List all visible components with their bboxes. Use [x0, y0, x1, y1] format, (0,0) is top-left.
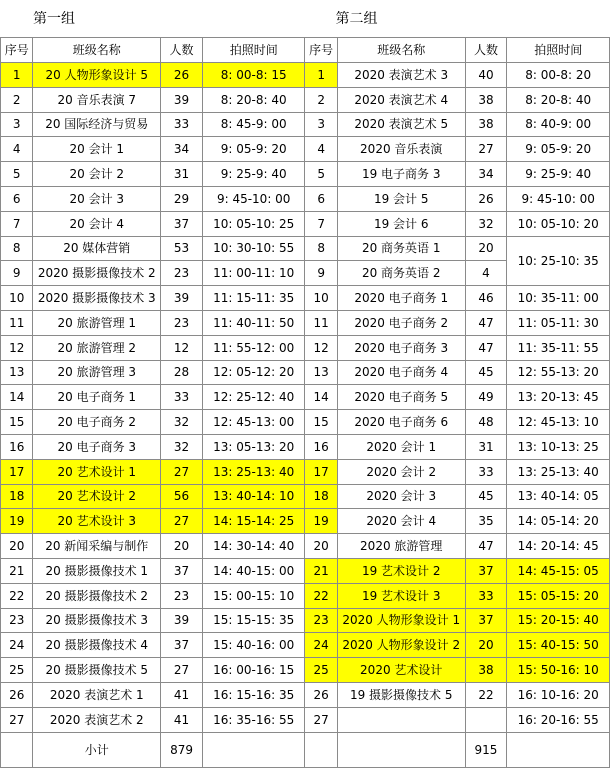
g2-class-name: 2020 电子商务 3: [337, 335, 465, 360]
g1-student-count: 33: [161, 385, 203, 410]
g1-row-number: 24: [1, 633, 33, 658]
g1-photo-time: 13: 25-13: 40: [202, 459, 305, 484]
g2-photo-time: 13: 10-13: 25: [507, 434, 610, 459]
g1-student-count: 23: [161, 310, 203, 335]
g1-student-count: 56: [161, 484, 203, 509]
g1-photo-time: 10: 30-10: 55: [202, 236, 305, 261]
g2-photo-time: 16: 10-16: 20: [507, 682, 610, 707]
g2-row-number: 10: [305, 286, 337, 311]
g2-photo-time: 12: 55-13: 20: [507, 360, 610, 385]
g2-row-number: 4: [305, 137, 337, 162]
table-row: [1, 385, 610, 410]
header-count: 人数: [465, 38, 507, 63]
g2-row-number: 23: [305, 608, 337, 633]
g1-class-name: 20 会计 3: [33, 186, 161, 211]
g1-student-count: 32: [161, 434, 203, 459]
g2-student-count: 47: [465, 335, 507, 360]
table-row: [1, 583, 610, 608]
g1-photo-time: 8: 20-8: 40: [202, 87, 305, 112]
g1-class-name: 20 会计 1: [33, 137, 161, 162]
g2-class-name: 2020 会计 4: [337, 509, 465, 534]
table-row: [1, 534, 610, 559]
table-row: [1, 459, 610, 484]
g1-student-count: 32: [161, 410, 203, 435]
g1-student-count: 27: [161, 658, 203, 683]
g2-row-number: 17: [305, 459, 337, 484]
table-row: [1, 63, 610, 88]
header-time: 拍照时间: [507, 38, 610, 63]
g2-student-count: 38: [465, 112, 507, 137]
g2-photo-time: 10: 05-10: 20: [507, 211, 610, 236]
g1-photo-time: 10: 05-10: 25: [202, 211, 305, 236]
g1-student-count: 37: [161, 633, 203, 658]
g2-class-name: 2020 旅游管理: [337, 534, 465, 559]
g2-photo-time: 16: 20-16: 55: [507, 707, 610, 732]
table-row: [1, 558, 610, 583]
header-count: 人数: [161, 38, 203, 63]
g1-subtotal: 879: [161, 732, 203, 767]
g1-class-name: 20 旅游管理 2: [33, 335, 161, 360]
empty-cell: [507, 732, 610, 767]
table-row: [1, 137, 610, 162]
g2-student-count: 26: [465, 186, 507, 211]
header-class: 班级名称: [337, 38, 465, 63]
g2-row-number: 25: [305, 658, 337, 683]
g1-row-number: 6: [1, 186, 33, 211]
g2-row-number: 19: [305, 509, 337, 534]
g2-student-count: 20: [465, 236, 507, 261]
g2-student-count: 31: [465, 434, 507, 459]
g1-photo-time: 14: 40-15: 00: [202, 558, 305, 583]
header-time: 拍照时间: [202, 38, 305, 63]
g2-row-number: 1: [305, 63, 337, 88]
g2-photo-time: 14: 20-14: 45: [507, 534, 610, 559]
g1-class-name: 20 摄影摄像技术 3: [33, 608, 161, 633]
g2-class-name: 2020 会计 2: [337, 459, 465, 484]
table-row: [1, 707, 610, 732]
g2-class-name: 19 会计 5: [337, 186, 465, 211]
g2-photo-time: 15: 20-15: 40: [507, 608, 610, 633]
g2-row-number: 18: [305, 484, 337, 509]
g1-class-name: 20 艺术设计 3: [33, 509, 161, 534]
g1-student-count: 33: [161, 112, 203, 137]
g2-subtotal: 915: [465, 732, 507, 767]
g2-photo-time: 15: 50-16: 10: [507, 658, 610, 683]
g2-row-number: 7: [305, 211, 337, 236]
title-row: [1, 1, 610, 38]
g1-student-count: 34: [161, 137, 203, 162]
g2-row-number: 12: [305, 335, 337, 360]
g2-row-number: 5: [305, 162, 337, 187]
g1-class-name: 20 摄影摄像技术 5: [33, 658, 161, 683]
g2-class-name: 2020 会计 3: [337, 484, 465, 509]
g1-row-number: 9: [1, 261, 33, 286]
g1-row-number: 27: [1, 707, 33, 732]
g2-photo-time: 9: 25-9: 40: [507, 162, 610, 187]
g2-row-number: 2: [305, 87, 337, 112]
g1-photo-time: 11: 00-11: 10: [202, 261, 305, 286]
header-no: 序号: [1, 38, 33, 63]
g2-student-count: 22: [465, 682, 507, 707]
g1-student-count: 53: [161, 236, 203, 261]
table-row: [1, 236, 610, 261]
g2-student-count: 37: [465, 558, 507, 583]
g2-class-name: 2020 表演艺术 3: [337, 63, 465, 88]
g2-photo-time: 10: 25-10: 35: [507, 236, 610, 286]
g2-row-number: 26: [305, 682, 337, 707]
g2-class-name: 2020 电子商务 5: [337, 385, 465, 410]
table-row: [1, 509, 610, 534]
g1-photo-time: 9: 05-9: 20: [202, 137, 305, 162]
g1-photo-time: 16: 35-16: 55: [202, 707, 305, 732]
g2-class-name: 19 会计 6: [337, 211, 465, 236]
g1-class-name: 2020 摄影摄像技术 3: [33, 286, 161, 311]
g1-student-count: 37: [161, 211, 203, 236]
g1-photo-time: 11: 55-12: 00: [202, 335, 305, 360]
g2-photo-time: 13: 20-13: 45: [507, 385, 610, 410]
table-row: [1, 162, 610, 187]
g2-row-number: 6: [305, 186, 337, 211]
g1-student-count: 29: [161, 186, 203, 211]
empty-cell: [1, 732, 33, 767]
g1-student-count: 37: [161, 558, 203, 583]
table-row: [1, 633, 610, 658]
g1-row-number: 10: [1, 286, 33, 311]
empty-cell: [305, 732, 337, 767]
g1-row-number: 15: [1, 410, 33, 435]
g2-row-number: 16: [305, 434, 337, 459]
g1-row-number: 26: [1, 682, 33, 707]
g1-student-count: 20: [161, 534, 203, 559]
table-row: [1, 608, 610, 633]
g1-row-number: 11: [1, 310, 33, 335]
g1-class-name: 20 电子商务 1: [33, 385, 161, 410]
g1-row-number: 17: [1, 459, 33, 484]
g1-row-number: 25: [1, 658, 33, 683]
g1-class-name: 2020 表演艺术 1: [33, 682, 161, 707]
table-row: [1, 211, 610, 236]
g1-photo-time: 12: 45-13: 00: [202, 410, 305, 435]
g1-class-name: 20 摄影摄像技术 2: [33, 583, 161, 608]
g2-class-name: 2020 表演艺术 4: [337, 87, 465, 112]
table-row: [1, 310, 610, 335]
g2-row-number: 22: [305, 583, 337, 608]
g2-class-name: 2020 电子商务 4: [337, 360, 465, 385]
g2-photo-time: 14: 05-14: 20: [507, 509, 610, 534]
table-row: [1, 434, 610, 459]
g1-photo-time: 12: 25-12: 40: [202, 385, 305, 410]
g2-class-name: 19 艺术设计 3: [337, 583, 465, 608]
g1-student-count: 12: [161, 335, 203, 360]
g1-row-number: 19: [1, 509, 33, 534]
g1-class-name: 20 新闻采编与制作: [33, 534, 161, 559]
g2-student-count: [465, 707, 507, 732]
g1-photo-time: 15: 40-16: 00: [202, 633, 305, 658]
g1-student-count: 23: [161, 583, 203, 608]
g1-photo-time: 11: 40-11: 50: [202, 310, 305, 335]
g1-row-number: 22: [1, 583, 33, 608]
g2-student-count: 49: [465, 385, 507, 410]
g1-photo-time: 9: 25-9: 40: [202, 162, 305, 187]
g2-class-name: 2020 表演艺术 5: [337, 112, 465, 137]
g2-student-count: 48: [465, 410, 507, 435]
g2-photo-time: 12: 45-13: 10: [507, 410, 610, 435]
g1-class-name: 20 电子商务 3: [33, 434, 161, 459]
g2-class-name: 19 艺术设计 2: [337, 558, 465, 583]
table-row: [1, 682, 610, 707]
g2-photo-time: 13: 25-13: 40: [507, 459, 610, 484]
g2-class-name: 19 摄影摄像技术 5: [337, 682, 465, 707]
g2-class-name: 20 商务英语 1: [337, 236, 465, 261]
g2-photo-time: 11: 05-11: 30: [507, 310, 610, 335]
g2-class-name: 19 电子商务 3: [337, 162, 465, 187]
g1-class-name: 20 艺术设计 2: [33, 484, 161, 509]
g2-student-count: 35: [465, 509, 507, 534]
g1-row-number: 8: [1, 236, 33, 261]
g1-student-count: 26: [161, 63, 203, 88]
group2-title: 第二组: [305, 1, 610, 38]
table-row: [1, 335, 610, 360]
g1-class-name: 20 会计 2: [33, 162, 161, 187]
subtotal-label: 小计: [33, 732, 161, 767]
g2-student-count: 46: [465, 286, 507, 311]
g1-photo-time: 11: 15-11: 35: [202, 286, 305, 311]
g2-class-name: 2020 人物形象设计 2: [337, 633, 465, 658]
empty-cell: [337, 732, 465, 767]
header-class: 班级名称: [33, 38, 161, 63]
g2-student-count: 40: [465, 63, 507, 88]
g2-class-name: 2020 电子商务 6: [337, 410, 465, 435]
g1-row-number: 2: [1, 87, 33, 112]
g1-class-name: 20 音乐表演 7: [33, 87, 161, 112]
g1-student-count: 39: [161, 608, 203, 633]
g2-class-name: 2020 音乐表演: [337, 137, 465, 162]
g1-row-number: 14: [1, 385, 33, 410]
g1-row-number: 16: [1, 434, 33, 459]
g1-row-number: 1: [1, 63, 33, 88]
g1-row-number: 12: [1, 335, 33, 360]
g1-student-count: 31: [161, 162, 203, 187]
g2-student-count: 47: [465, 310, 507, 335]
g1-row-number: 20: [1, 534, 33, 559]
g1-photo-time: 12: 05-12: 20: [202, 360, 305, 385]
g2-student-count: 4: [465, 261, 507, 286]
g2-row-number: 13: [305, 360, 337, 385]
header-no: 序号: [305, 38, 337, 63]
g1-row-number: 7: [1, 211, 33, 236]
g1-class-name: 2020 摄影摄像技术 2: [33, 261, 161, 286]
g2-student-count: 20: [465, 633, 507, 658]
g2-student-count: 34: [465, 162, 507, 187]
g1-student-count: 27: [161, 459, 203, 484]
g2-row-number: 21: [305, 558, 337, 583]
g1-student-count: 39: [161, 87, 203, 112]
g1-class-name: 20 会计 4: [33, 211, 161, 236]
g2-photo-time: 14: 45-15: 05: [507, 558, 610, 583]
g2-row-number: 3: [305, 112, 337, 137]
g1-photo-time: 13: 05-13: 20: [202, 434, 305, 459]
g2-photo-time: 8: 40-9: 00: [507, 112, 610, 137]
g2-photo-time: 15: 40-15: 50: [507, 633, 610, 658]
g2-row-number: 27: [305, 707, 337, 732]
g1-photo-time: 15: 00-15: 10: [202, 583, 305, 608]
g1-class-name: 20 旅游管理 3: [33, 360, 161, 385]
g2-student-count: 33: [465, 459, 507, 484]
g1-class-name: 20 摄影摄像技术 4: [33, 633, 161, 658]
table-row: [1, 87, 610, 112]
g2-class-name: 2020 人物形象设计 1: [337, 608, 465, 633]
g2-student-count: 33: [465, 583, 507, 608]
table-row: [1, 186, 610, 211]
g1-class-name: 20 媒体营销: [33, 236, 161, 261]
g1-student-count: 27: [161, 509, 203, 534]
header-row: [1, 38, 610, 63]
g2-photo-time: 13: 40-14: 05: [507, 484, 610, 509]
g2-row-number: 24: [305, 633, 337, 658]
g1-student-count: 41: [161, 707, 203, 732]
g2-student-count: 45: [465, 360, 507, 385]
table-row: [1, 410, 610, 435]
g1-photo-time: 14: 15-14: 25: [202, 509, 305, 534]
g2-row-number: 8: [305, 236, 337, 261]
g2-class-name: [337, 707, 465, 732]
g1-class-name: 20 人物形象设计 5: [33, 63, 161, 88]
g1-student-count: 39: [161, 286, 203, 311]
table-row: [1, 286, 610, 311]
g2-row-number: 11: [305, 310, 337, 335]
g1-photo-time: 16: 00-16: 15: [202, 658, 305, 683]
g2-class-name: 2020 电子商务 2: [337, 310, 465, 335]
g2-photo-time: 8: 00-8: 20: [507, 63, 610, 88]
g2-row-number: 20: [305, 534, 337, 559]
g2-photo-time: 9: 05-9: 20: [507, 137, 610, 162]
g1-row-number: 18: [1, 484, 33, 509]
g1-photo-time: 13: 40-14: 10: [202, 484, 305, 509]
g1-student-count: 41: [161, 682, 203, 707]
total-row: [1, 732, 610, 767]
g1-row-number: 23: [1, 608, 33, 633]
table-row: [1, 658, 610, 683]
g1-row-number: 3: [1, 112, 33, 137]
g1-row-number: 4: [1, 137, 33, 162]
g1-student-count: 23: [161, 261, 203, 286]
g1-row-number: 5: [1, 162, 33, 187]
g1-class-name: 20 艺术设计 1: [33, 459, 161, 484]
g2-class-name: 2020 会计 1: [337, 434, 465, 459]
g1-photo-time: 14: 30-14: 40: [202, 534, 305, 559]
g1-photo-time: 16: 15-16: 35: [202, 682, 305, 707]
g1-row-number: 13: [1, 360, 33, 385]
table-row: [1, 360, 610, 385]
g1-photo-time: 8: 00-8: 15: [202, 63, 305, 88]
table-row: [1, 484, 610, 509]
empty-cell: [202, 732, 305, 767]
g1-class-name: 20 旅游管理 1: [33, 310, 161, 335]
g1-photo-time: 15: 15-15: 35: [202, 608, 305, 633]
g1-photo-time: 8: 45-9: 00: [202, 112, 305, 137]
g2-student-count: 27: [465, 137, 507, 162]
g1-class-name: 20 摄影摄像技术 1: [33, 558, 161, 583]
group1-title: 第一组: [1, 1, 305, 38]
table-row: [1, 112, 610, 137]
g1-student-count: 28: [161, 360, 203, 385]
g1-class-name: 20 电子商务 2: [33, 410, 161, 435]
g2-student-count: 45: [465, 484, 507, 509]
g2-row-number: 9: [305, 261, 337, 286]
g2-student-count: 38: [465, 87, 507, 112]
g2-photo-time: 10: 35-11: 00: [507, 286, 610, 311]
g2-row-number: 14: [305, 385, 337, 410]
g2-class-name: 20 商务英语 2: [337, 261, 465, 286]
g2-photo-time: 9: 45-10: 00: [507, 186, 610, 211]
g2-student-count: 37: [465, 608, 507, 633]
g2-student-count: 47: [465, 534, 507, 559]
g2-photo-time: 11: 35-11: 55: [507, 335, 610, 360]
g2-class-name: 2020 电子商务 1: [337, 286, 465, 311]
g2-row-number: 15: [305, 410, 337, 435]
g2-student-count: 38: [465, 658, 507, 683]
g2-photo-time: 15: 05-15: 20: [507, 583, 610, 608]
g1-row-number: 21: [1, 558, 33, 583]
g1-class-name: 2020 表演艺术 2: [33, 707, 161, 732]
g2-class-name: 2020 艺术设计: [337, 658, 465, 683]
g2-photo-time: 8: 20-8: 40: [507, 87, 610, 112]
g2-student-count: 32: [465, 211, 507, 236]
g1-class-name: 20 国际经济与贸易: [33, 112, 161, 137]
g1-photo-time: 9: 45-10: 00: [202, 186, 305, 211]
